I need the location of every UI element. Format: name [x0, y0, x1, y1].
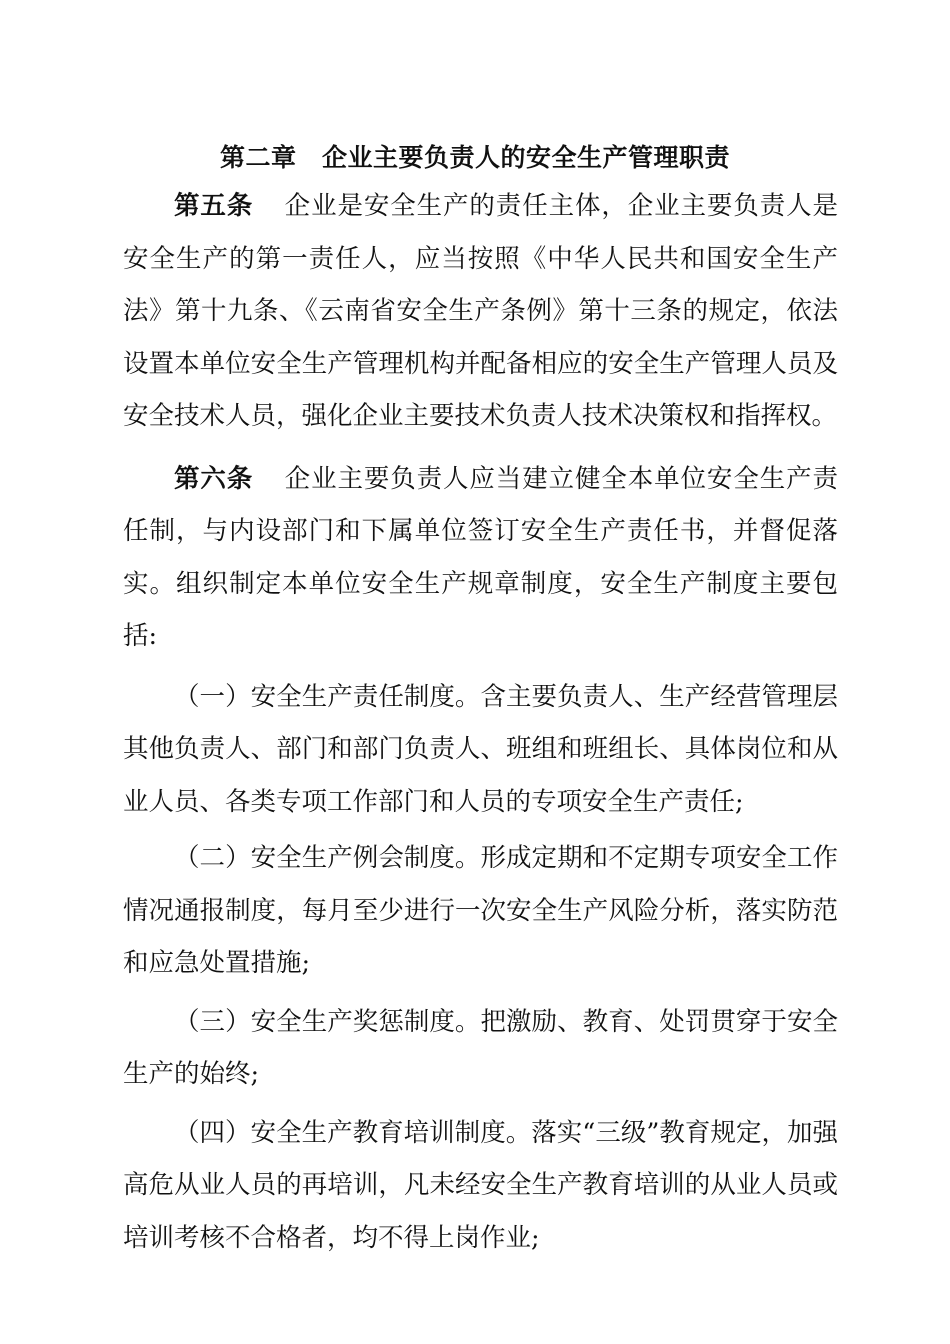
article-heading: 第五条 [174, 191, 254, 221]
chapter-title: 第二章 企业主要负责人的安全生产管理职责 [219, 143, 730, 172]
article-6-paragraph [123, 453, 838, 663]
document-body [123, 180, 838, 1264]
article-text: 企业主要负责人应当建立健全本单位安全生产责任制，与内设部门和下属单位签订安全生产责任书，并督促落实。组织制定本单位安全生产规章制度，安全生产制度主要包括: [123, 463, 838, 651]
list-item-paragraph: （三）安全生产奖惩制度。把激励、教育、处罚贯穿于安全生产的始终; [123, 1006, 838, 1089]
list-item-paragraph: （二）安全生产例会制度。形成定期和不定期专项安全工作情况通报制度，每月至少进行一次安全生产风险分析，落实防范和应急处置措施; [123, 843, 838, 978]
article-heading: 第六条 [174, 463, 254, 494]
list-item-paragraph: （四）安全生产教育培训制度。落实“三级”教育规定，加强高危从业人员的再培训，凡未经安全生产教育培训的从业人员或培训考核不合格者，均不得上岗作业; [123, 1117, 838, 1253]
list-item-paragraph: （一）安全生产责任制度。含主要负责人、生产经营管理层其他负责人、部门和部门负责人、班组和班组长、具体岗位和从业人员、各类专项工作部门和人员的专项安全生产责任; [123, 681, 838, 817]
article-text: 企业是安全生产的责任主体，企业主要负责人是安全生产的第一责任人，应当按照《中华人民共和国安全生产法》第十九条、《云南省安全生产条例》第十三条的规定，依法设置本单位安全生产管理机构并配备相应的安全生产管理人员及安全技术人员，强化企业主要技术负责人技术决策权和指挥权。 [123, 191, 838, 431]
article-5-paragraph [123, 180, 838, 443]
